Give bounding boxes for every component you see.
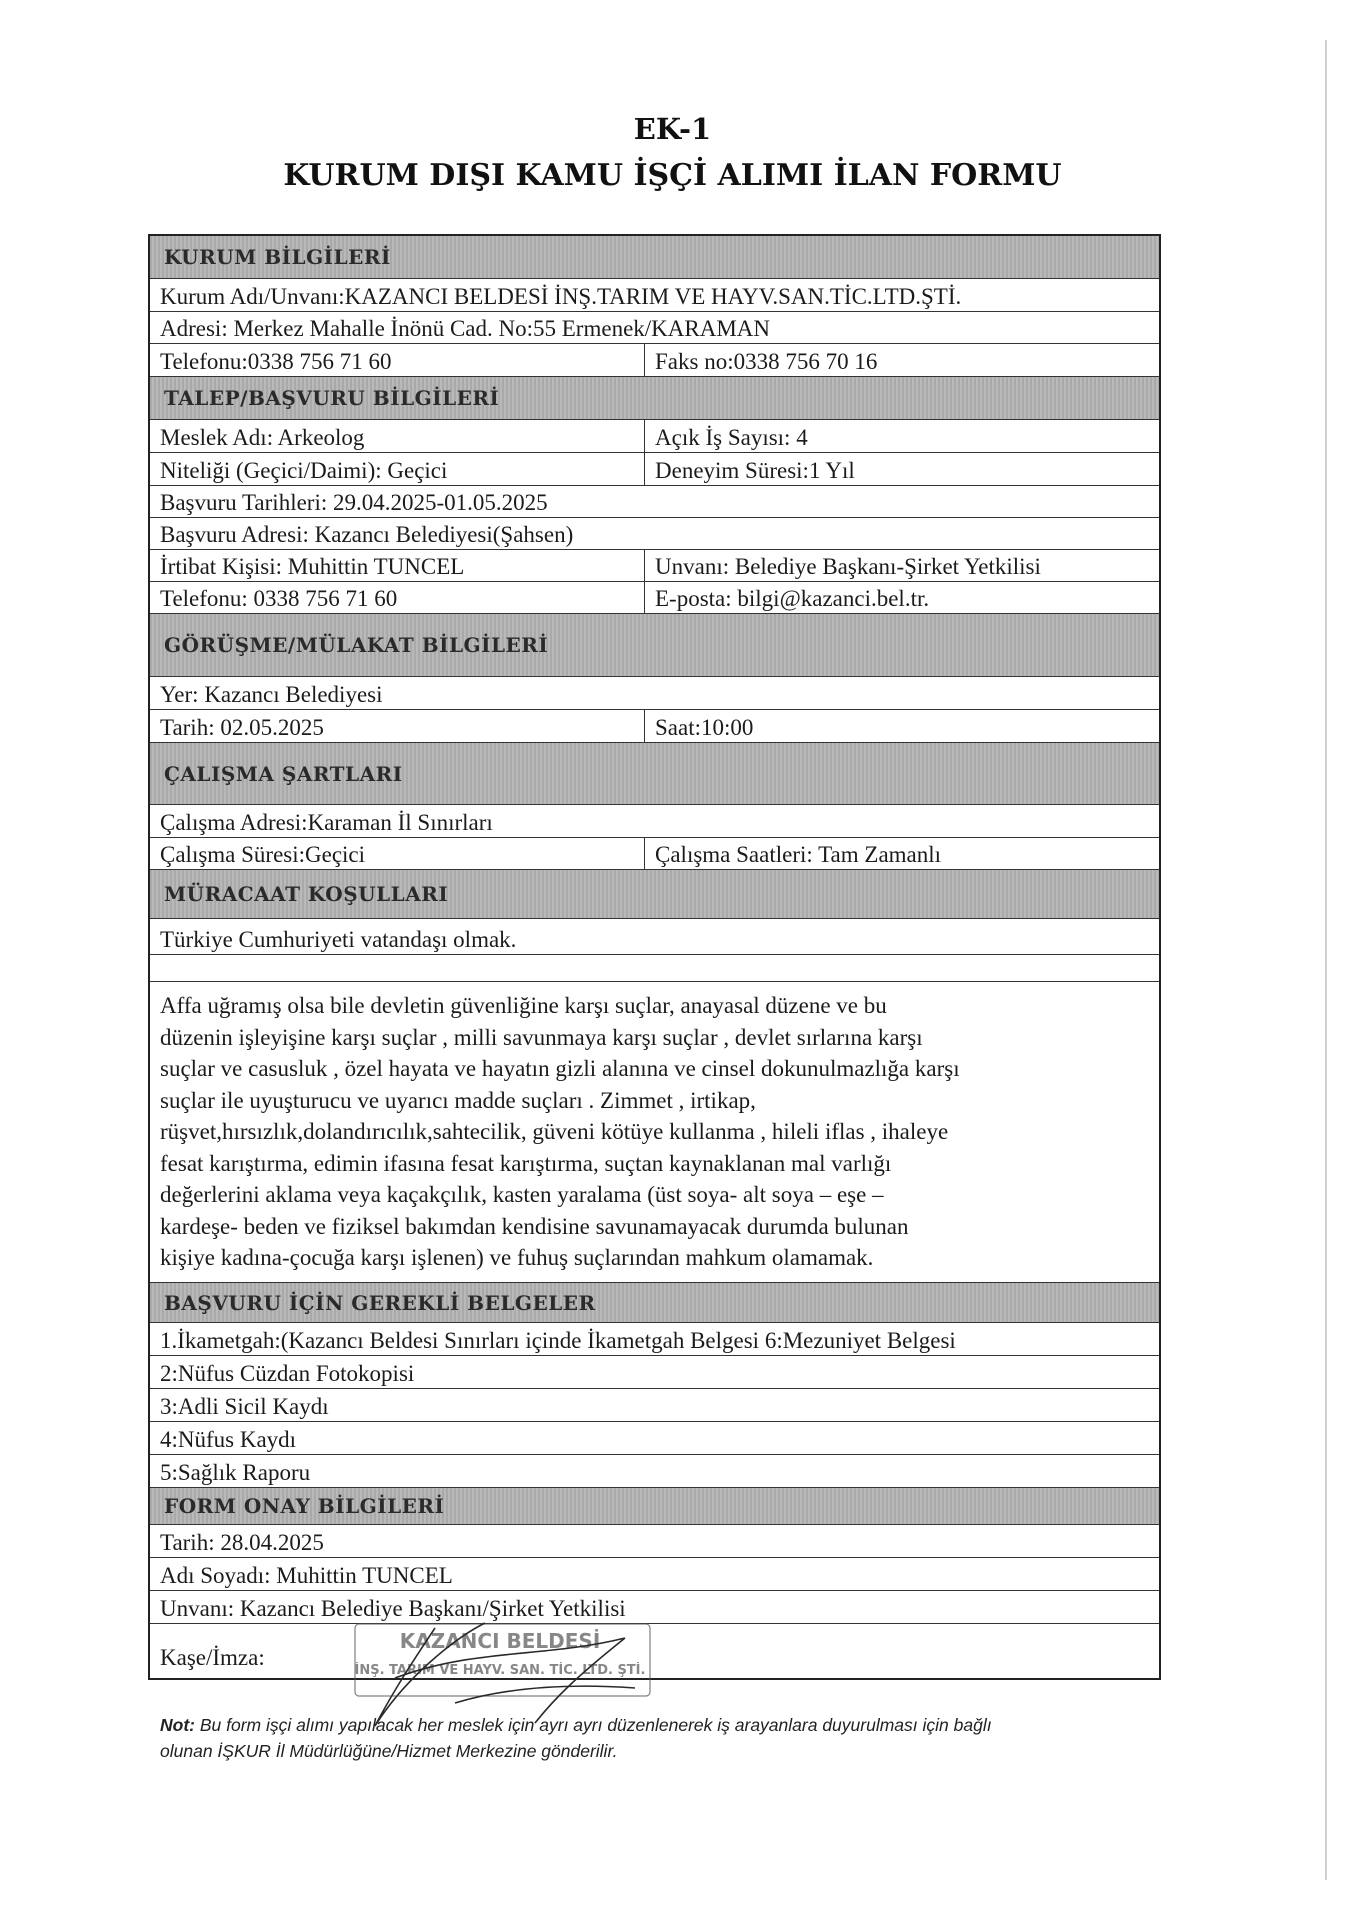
kurum-adres-row xyxy=(150,312,1159,344)
kurum-telefon: Telefonu:0338 756 71 60 xyxy=(150,344,645,376)
note-label: Not: xyxy=(160,1715,195,1735)
section-belgeler-header: BAŞVURU İÇİN GEREKLİ BELGELER xyxy=(150,1283,1159,1323)
belge-row xyxy=(150,1323,1159,1356)
muracaat-empty-row xyxy=(150,955,1159,982)
gorusme-yer-row xyxy=(150,677,1159,710)
onay-tarih-row xyxy=(150,1525,1159,1558)
irtibat-unvan: Unvanı: Belediye Başkanı-Şirket Yetkilisi xyxy=(655,553,1041,579)
talep-telefon: Telefonu: 0338 756 71 60 xyxy=(150,582,645,613)
onay-unvan-row xyxy=(150,1591,1159,1624)
onay-kase-row xyxy=(150,1624,1159,1678)
talep-nitelik-row xyxy=(150,453,1159,486)
section-calisma-header: ÇALIŞMA ŞARTLARI xyxy=(150,743,1159,805)
muracaat-kosul-vatandaslik: Türkiye Cumhuriyeti vatandaşı olmak. xyxy=(160,926,517,952)
belge-row xyxy=(150,1455,1159,1488)
kurum-faks: Faks no:0338 756 70 16 xyxy=(655,348,878,374)
section-onay-header: FORM ONAY BİLGİLERİ xyxy=(150,1488,1159,1525)
belge-item: 5:Sağlık Raporu xyxy=(160,1459,311,1485)
gorusme-tarih: Tarih: 02.05.2025 xyxy=(150,710,645,742)
basvuru-adresi: Başvuru Adresi: Kazancı Belediyesi(Şahsen) xyxy=(160,521,574,547)
paragraph-line: suçlar ve casusluk , özel hayata ve hayatın gizli alanına ve cinsel dokunulmazlığa karşı xyxy=(160,1056,960,1081)
talep-eposta: E-posta: bilgi@kazanci.bel.tr. xyxy=(655,585,930,611)
paragraph-line: kişiye kadına-çocuğa karşı işlenen) ve fuhuş suçlarından mahkum olamamak. xyxy=(160,1245,874,1270)
kurum-adi-row xyxy=(150,279,1159,312)
irtibat-kisisi: İrtibat Kişisi: Muhittin TUNCEL xyxy=(150,550,645,581)
section-muracaat-header: MÜRACAAT KOŞULLARI xyxy=(150,870,1159,919)
section-kurum-header: KURUM BİLGİLERİ xyxy=(150,236,1159,279)
onay-kase-imza: Kaşe/İmza: xyxy=(160,1644,265,1670)
paragraph-line: kardeşe- beden ve fiziksel bakımdan kendisine savunamayacak durumda bulunan xyxy=(160,1213,909,1239)
belge-row xyxy=(150,1422,1159,1455)
form-title: KURUM DIŞI KAMU İŞÇİ ALIMI İLAN FORMU xyxy=(283,158,1062,193)
application-form-table xyxy=(148,234,1161,1680)
paragraph-line: rüşvet,hırsızlık,dolandırıcılık,sahtecilik, güveni kötüye kullanma , hileli iflas , ihaleye xyxy=(160,1119,949,1144)
belge-row xyxy=(150,1389,1159,1422)
talep-meslek-row xyxy=(150,420,1159,453)
belge-item: 1.İkametgah:(Kazancı Beldesi Sınırları içinde İkametgah Belgesi 6:Mezuniyet Belgesi xyxy=(160,1327,956,1353)
paragraph-line: değerlerini aklama veya kaçakçılık, kasten yaralama (üst soya- alt soya – eşe – xyxy=(160,1182,884,1207)
kurum-iletisim-row xyxy=(150,344,1159,377)
calisma-sure-row xyxy=(150,838,1159,870)
calisma-suresi: Çalışma Süresi:Geçici xyxy=(150,838,645,869)
onay-adi-soyadi: Adı Soyadı: Muhittin TUNCEL xyxy=(160,1562,453,1588)
note-text-line2: olunan İŞKUR İl Müdürlüğüne/Hizmet Merkezine gönderilir. xyxy=(160,1741,618,1761)
section-talep-header: TALEP/BAŞVURU BİLGİLERİ xyxy=(150,377,1159,420)
basvuru-tarihleri: Başvuru Tarihleri: 29.04.2025-01.05.2025 xyxy=(160,489,548,515)
onay-adi-row xyxy=(150,1558,1159,1591)
belge-item: 3:Adli Sicil Kaydı xyxy=(160,1393,329,1419)
onay-unvan: Unvanı: Kazancı Belediye Başkanı/Şirket Yetkilisi xyxy=(160,1595,626,1621)
annex-label: EK-1 xyxy=(633,112,712,146)
paragraph-line: düzenin işleyişine karşı suçlar , milli savunmaya karşı suçlar , devlet sırlarına karşı xyxy=(160,1024,923,1050)
kurum-adi: Kurum Adı/Unvanı:KAZANCI BELDESİ İNŞ.TARIM VE HAYV.SAN.TİC.LTD.ŞTİ. xyxy=(160,283,962,309)
kurum-adres: Adresi: Merkez Mahalle İnönü Cad. No:55 Ermenek/KARAMAN xyxy=(160,315,771,341)
muracaat-kosul1-row xyxy=(150,919,1159,955)
note-text: Bu form işçi alımı yapılacak her meslek için ayrı ayrı düzenlenerek iş arayanlara duyurulması için bağlı xyxy=(194,1715,992,1735)
calisma-adresi: Çalışma Adresi:Karaman İl Sınırları xyxy=(160,809,493,835)
stamp-line2: İNŞ. TARIM VE HAYV. SAN. TİC. LTD. ŞTİ. xyxy=(354,1663,646,1678)
gorusme-yer: Yer: Kazancı Belediyesi xyxy=(160,681,383,707)
calisma-adres-row xyxy=(150,805,1159,838)
nitelik: Niteliği (Geçici/Daimi): Geçici xyxy=(150,453,645,485)
deneyim-suresi: Deneyim Süresi:1 Yıl xyxy=(655,457,855,483)
belge-row xyxy=(150,1356,1159,1389)
section-gorusme-header: GÖRÜŞME/MÜLAKAT BİLGİLERİ xyxy=(150,614,1159,677)
talep-iletisim-row xyxy=(150,582,1159,614)
meslek-adi: Meslek Adı: Arkeolog xyxy=(150,420,645,452)
paragraph-line: fesat karıştırma, edimin ifasına fesat karıştırma, suçtan kaynaklanan mal varlığı xyxy=(160,1150,892,1176)
stamp-line1: KAZANCI BELDESİ xyxy=(399,1629,601,1653)
muracaat-sabika-paragraph xyxy=(150,982,1159,1283)
paragraph-line: suçlar ile uyuşturucu ve uyarıcı madde suçları . Zimmet , irtikap, xyxy=(160,1087,756,1113)
irtibat-row xyxy=(150,550,1159,582)
belge-item: 2:Nüfus Cüzdan Fotokopisi xyxy=(160,1360,415,1386)
paragraph-line: Affa uğramış olsa bile devletin güvenliğine karşı suçlar, anayasal düzene ve bu xyxy=(160,993,887,1018)
basvuru-adresi-row xyxy=(150,518,1159,550)
gorusme-tarih-row xyxy=(150,710,1159,743)
belge-item: 4:Nüfus Kaydı xyxy=(160,1426,297,1452)
acik-is-sayisi: Açık İş Sayısı: 4 xyxy=(655,424,808,450)
scan-page-edge xyxy=(1325,40,1327,1880)
basvuru-tarihleri-row xyxy=(150,486,1159,518)
form-footnote xyxy=(160,1712,1200,1764)
calisma-saatleri: Çalışma Saatleri: Tam Zamanlı xyxy=(655,841,942,867)
onay-tarih: Tarih: 28.04.2025 xyxy=(160,1529,324,1555)
gorusme-saat: Saat:10:00 xyxy=(655,714,754,740)
